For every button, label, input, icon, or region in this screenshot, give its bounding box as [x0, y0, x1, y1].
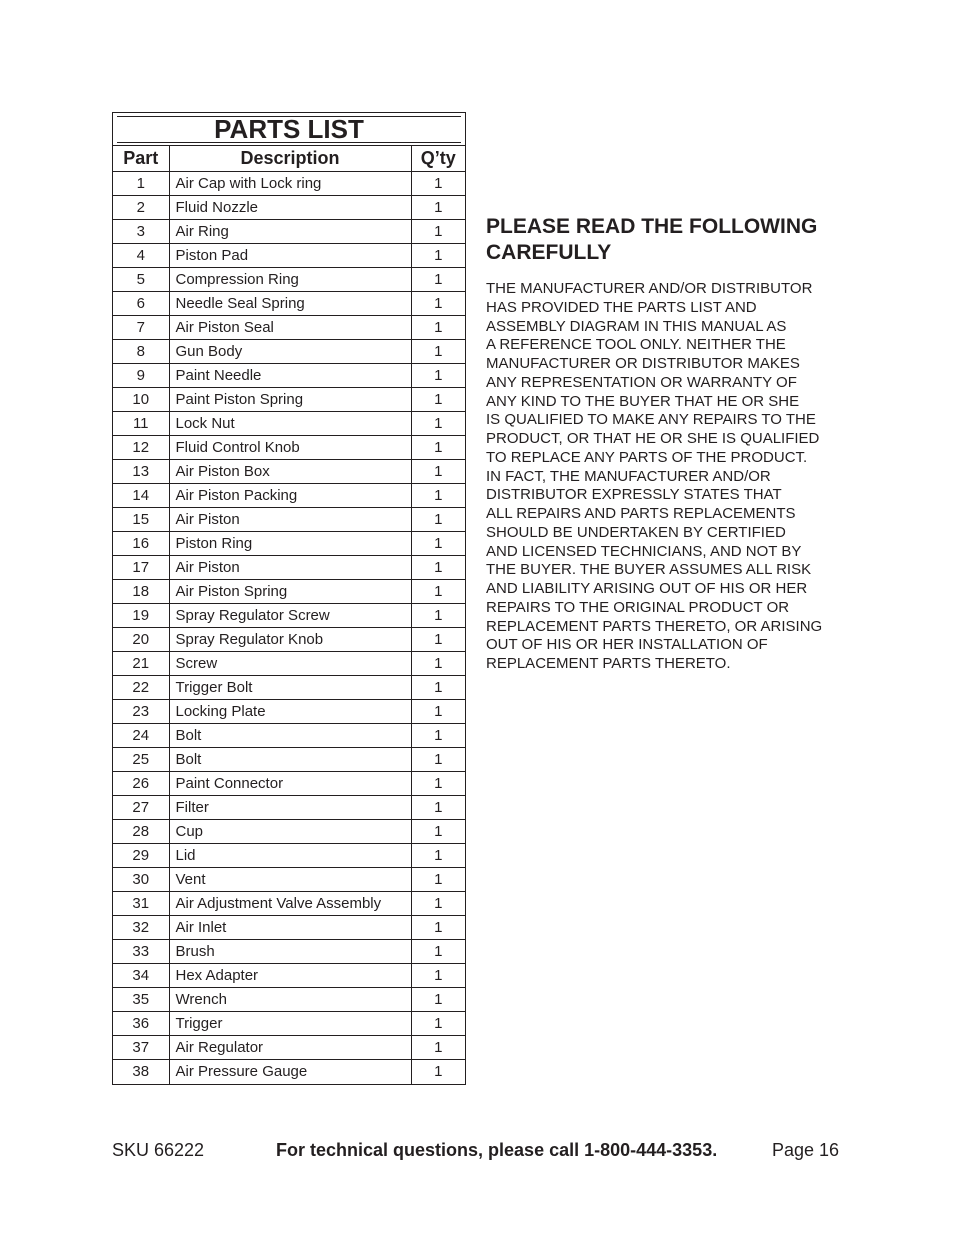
- table-row: [113, 772, 465, 796]
- part-description-cell: Spray Regulator Screw: [169, 604, 411, 628]
- part-number-cell: 29: [113, 844, 169, 868]
- part-qty-cell: 1: [411, 964, 465, 988]
- part-qty-cell: 1: [411, 556, 465, 580]
- table-row: [113, 196, 465, 220]
- footer-sku: SKU 66222: [112, 1140, 205, 1160]
- table-header-row: [113, 146, 465, 172]
- part-number-cell: 24: [113, 724, 169, 748]
- part-description-cell: Paint Needle: [169, 364, 411, 388]
- part-number-cell: 3: [113, 220, 169, 244]
- part-number-cell: 19: [113, 604, 169, 628]
- part-qty-cell: 1: [411, 988, 465, 1012]
- table-row: [113, 844, 465, 868]
- part-description-cell: Bolt: [169, 724, 411, 748]
- part-number-cell: 25: [113, 748, 169, 772]
- part-description-cell: Wrench: [169, 988, 411, 1012]
- parts-list-table-box: [112, 112, 466, 1085]
- header-qty: Q’ty: [411, 146, 465, 172]
- part-description-cell: Air Adjustment Valve Assembly: [169, 892, 411, 916]
- part-qty-cell: 1: [411, 652, 465, 676]
- notice-line: ANY KIND TO THE BUYER THAT HE OR SHE: [486, 392, 800, 410]
- notice-line: AND LIABILITY ARISING OUT OF HIS OR HER: [486, 580, 808, 597]
- part-number-cell: 6: [113, 292, 169, 316]
- part-description-cell: Air Cap with Lock ring: [169, 172, 411, 196]
- part-number-cell: 32: [113, 916, 169, 940]
- part-qty-cell: 1: [411, 772, 465, 796]
- footer-tech-support: For technical questions, please call 1-800-444-3353.: [276, 1140, 718, 1160]
- part-description-cell: Air Piston: [169, 508, 411, 532]
- notice-line: SHOULD BE UNDERTAKEN BY CERTIFIED: [486, 523, 786, 541]
- table-row: [113, 652, 465, 676]
- part-number-cell: 33: [113, 940, 169, 964]
- part-qty-cell: 1: [411, 580, 465, 604]
- table-row: [113, 604, 465, 628]
- part-description-cell: Brush: [169, 940, 411, 964]
- part-number-cell: 20: [113, 628, 169, 652]
- part-description-cell: Air Piston Spring: [169, 580, 411, 604]
- part-qty-cell: 1: [411, 388, 465, 412]
- table-row: [113, 1012, 465, 1036]
- part-qty-cell: 1: [411, 268, 465, 292]
- part-qty-cell: 1: [411, 196, 465, 220]
- part-qty-cell: 1: [411, 796, 465, 820]
- notice-line: ANY REPRESENTATION OR WARRANTY OF: [486, 373, 797, 391]
- part-number-cell: 35: [113, 988, 169, 1012]
- part-qty-cell: 1: [411, 724, 465, 748]
- part-qty-cell: 1: [411, 460, 465, 484]
- part-description-cell: Paint Connector: [169, 772, 411, 796]
- part-description-cell: Cup: [169, 820, 411, 844]
- table-row: [113, 724, 465, 748]
- table-row: [113, 988, 465, 1012]
- part-number-cell: 11: [113, 412, 169, 436]
- part-description-cell: Filter: [169, 796, 411, 820]
- part-description-cell: Fluid Control Knob: [169, 436, 411, 460]
- notice-heading: [486, 214, 846, 266]
- table-row: [113, 964, 465, 988]
- part-number-cell: 23: [113, 700, 169, 724]
- part-qty-cell: 1: [411, 604, 465, 628]
- footer-page-number: Page 16: [772, 1140, 840, 1160]
- table-row: [113, 268, 465, 292]
- notice-line: ALL REPAIRS AND PARTS REPLACEMENTS: [486, 505, 796, 522]
- part-qty-cell: 1: [411, 292, 465, 316]
- notice-line: IS QUALIFIED TO MAKE ANY REPAIRS TO THE: [486, 411, 816, 429]
- notice-line: PRODUCT, OR THAT HE OR SHE IS QUALIFIED: [486, 430, 820, 447]
- part-number-cell: 31: [113, 892, 169, 916]
- part-qty-cell: 1: [411, 316, 465, 340]
- part-qty-cell: 1: [411, 916, 465, 940]
- part-qty-cell: 1: [411, 172, 465, 196]
- part-number-cell: 36: [113, 1012, 169, 1036]
- part-description-cell: Screw: [169, 652, 411, 676]
- table-row: [113, 628, 465, 652]
- notice-line: OUT OF HIS OR HER INSTALLATION OF: [486, 636, 768, 654]
- part-number-cell: 9: [113, 364, 169, 388]
- part-qty-cell: 1: [411, 364, 465, 388]
- part-description-cell: Vent: [169, 868, 411, 892]
- table-row: [113, 220, 465, 244]
- part-qty-cell: 1: [411, 1036, 465, 1060]
- notice-heading-line1: PLEASE READ THE FOLLOWING: [486, 215, 818, 238]
- part-description-cell: Air Piston: [169, 556, 411, 580]
- table-row: [113, 892, 465, 916]
- table-row: [113, 532, 465, 556]
- part-number-cell: 5: [113, 268, 169, 292]
- table-row: [113, 388, 465, 412]
- part-qty-cell: 1: [411, 700, 465, 724]
- table-row: [113, 1036, 465, 1060]
- part-number-cell: 22: [113, 676, 169, 700]
- parts-list-title-wrap: [113, 113, 465, 143]
- part-number-cell: 37: [113, 1036, 169, 1060]
- notice-line: AND LICENSED TECHNICIANS, AND NOT BY: [486, 542, 802, 560]
- part-description-cell: Hex Adapter: [169, 964, 411, 988]
- table-row: [113, 412, 465, 436]
- part-number-cell: 18: [113, 580, 169, 604]
- part-description-cell: Lock Nut: [169, 412, 411, 436]
- part-description-cell: Bolt: [169, 748, 411, 772]
- part-number-cell: 4: [113, 244, 169, 268]
- notice-line: THE BUYER. THE BUYER ASSUMES ALL RISK: [486, 561, 812, 579]
- parts-list-body: [113, 172, 465, 1084]
- notice-line: DISTRIBUTOR EXPRESSLY STATES THAT: [486, 486, 782, 504]
- part-qty-cell: 1: [411, 940, 465, 964]
- table-row: [113, 316, 465, 340]
- table-row: [113, 820, 465, 844]
- part-description-cell: Air Piston Box: [169, 460, 411, 484]
- notice-line: TO REPLACE ANY PARTS OF THE PRODUCT.: [486, 448, 808, 466]
- notice-line: ASSEMBLY DIAGRAM IN THIS MANUAL AS: [486, 317, 787, 335]
- part-number-cell: 27: [113, 796, 169, 820]
- table-row: [113, 436, 465, 460]
- part-description-cell: Needle Seal Spring: [169, 292, 411, 316]
- table-row: [113, 796, 465, 820]
- part-number-cell: 28: [113, 820, 169, 844]
- table-row: [113, 868, 465, 892]
- part-number-cell: 12: [113, 436, 169, 460]
- part-qty-cell: 1: [411, 532, 465, 556]
- table-row: [113, 1060, 465, 1084]
- table-row: [113, 460, 465, 484]
- notice-line: A REFERENCE TOOL ONLY. NEITHER THE: [486, 336, 786, 354]
- table-row: [113, 244, 465, 268]
- notice-line: MANUFACTURER OR DISTRIBUTOR MAKES: [486, 355, 800, 372]
- notice-line: REPAIRS TO THE ORIGINAL PRODUCT OR: [486, 598, 790, 616]
- part-description-cell: Trigger: [169, 1012, 411, 1036]
- notice-heading-line2: CAREFULLY: [486, 241, 612, 264]
- part-qty-cell: 1: [411, 628, 465, 652]
- part-qty-cell: 1: [411, 508, 465, 532]
- part-number-cell: 8: [113, 340, 169, 364]
- part-description-cell: Locking Plate: [169, 700, 411, 724]
- part-description-cell: Spray Regulator Knob: [169, 628, 411, 652]
- notice-section: [486, 214, 846, 674]
- part-description-cell: Air Pressure Gauge: [169, 1060, 411, 1084]
- part-qty-cell: 1: [411, 436, 465, 460]
- table-row: [113, 580, 465, 604]
- part-number-cell: 38: [113, 1060, 169, 1084]
- part-description-cell: Air Inlet: [169, 916, 411, 940]
- part-qty-cell: 1: [411, 220, 465, 244]
- part-qty-cell: 1: [411, 748, 465, 772]
- part-number-cell: 10: [113, 388, 169, 412]
- part-description-cell: Air Piston Seal: [169, 316, 411, 340]
- table-row: [113, 940, 465, 964]
- part-description-cell: Air Regulator: [169, 1036, 411, 1060]
- notice-line: HAS PROVIDED THE PARTS LIST AND: [486, 298, 757, 316]
- part-qty-cell: 1: [411, 244, 465, 268]
- part-description-cell: Trigger Bolt: [169, 676, 411, 700]
- part-number-cell: 21: [113, 652, 169, 676]
- part-description-cell: Air Ring: [169, 220, 411, 244]
- part-number-cell: 16: [113, 532, 169, 556]
- part-qty-cell: 1: [411, 1012, 465, 1036]
- part-description-cell: Lid: [169, 844, 411, 868]
- table-row: [113, 172, 465, 196]
- table-row: [113, 364, 465, 388]
- part-number-cell: 7: [113, 316, 169, 340]
- part-qty-cell: 1: [411, 412, 465, 436]
- part-qty-cell: 1: [411, 676, 465, 700]
- header-description: Description: [169, 146, 411, 172]
- part-number-cell: 13: [113, 460, 169, 484]
- table-row: [113, 484, 465, 508]
- part-number-cell: 15: [113, 508, 169, 532]
- part-description-cell: Fluid Nozzle: [169, 196, 411, 220]
- notice-line: THE MANUFACTURER AND/OR DISTRIBUTOR: [486, 280, 813, 297]
- notice-line: REPLACEMENT PARTS THERETO, OR ARISING: [486, 617, 823, 635]
- table-row: [113, 676, 465, 700]
- table-row: [113, 292, 465, 316]
- part-qty-cell: 1: [411, 892, 465, 916]
- part-number-cell: 2: [113, 196, 169, 220]
- part-description-cell: Compression Ring: [169, 268, 411, 292]
- table-row: [113, 508, 465, 532]
- part-description-cell: Paint Piston Spring: [169, 388, 411, 412]
- part-description-cell: Gun Body: [169, 340, 411, 364]
- part-number-cell: 14: [113, 484, 169, 508]
- parts-list-table: [113, 145, 465, 1084]
- part-number-cell: 1: [113, 172, 169, 196]
- part-qty-cell: 1: [411, 340, 465, 364]
- part-description-cell: Piston Ring: [169, 532, 411, 556]
- part-qty-cell: 1: [411, 844, 465, 868]
- part-qty-cell: 1: [411, 868, 465, 892]
- part-qty-cell: 1: [411, 820, 465, 844]
- part-qty-cell: 1: [411, 484, 465, 508]
- part-number-cell: 34: [113, 964, 169, 988]
- part-description-cell: Air Piston Packing: [169, 484, 411, 508]
- header-part: Part: [113, 146, 169, 172]
- part-number-cell: 30: [113, 868, 169, 892]
- table-row: [113, 340, 465, 364]
- part-number-cell: 17: [113, 556, 169, 580]
- table-row: [113, 556, 465, 580]
- notice-body: [486, 280, 846, 674]
- part-description-cell: Piston Pad: [169, 244, 411, 268]
- notice-line: IN FACT, THE MANUFACTURER AND/OR: [486, 467, 771, 485]
- notice-line: REPLACEMENT PARTS THERETO.: [486, 655, 731, 672]
- parts-list-title: PARTS LIST: [117, 116, 461, 143]
- part-number-cell: 26: [113, 772, 169, 796]
- table-row: [113, 700, 465, 724]
- table-row: [113, 916, 465, 940]
- part-qty-cell: 1: [411, 1060, 465, 1084]
- table-row: [113, 748, 465, 772]
